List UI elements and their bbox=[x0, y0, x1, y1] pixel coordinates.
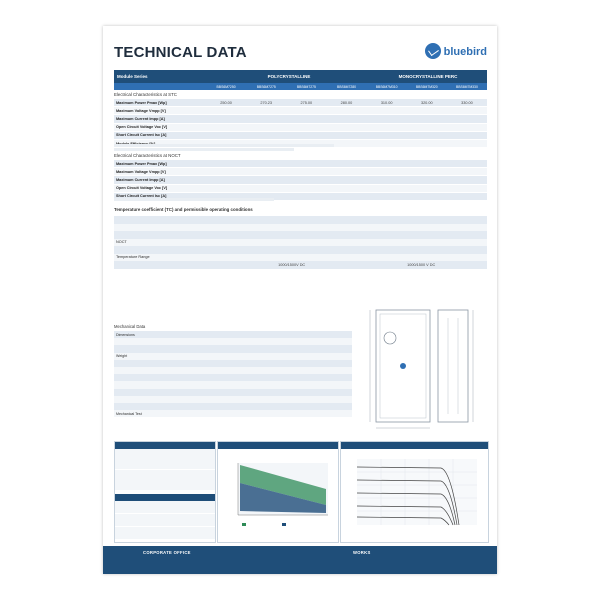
row-label: Maximum Current Impp [A] bbox=[114, 115, 206, 123]
row-value bbox=[228, 254, 355, 262]
approvals-panel bbox=[114, 441, 216, 543]
table-row bbox=[114, 224, 487, 232]
row-value bbox=[228, 224, 355, 232]
model-0: BBS6M7250 bbox=[216, 84, 236, 89]
row-label: Short Circuit Current Isc [A] bbox=[114, 131, 206, 139]
row-label: Maximum Voltage Vmpp [V] bbox=[114, 107, 206, 115]
row-value bbox=[170, 403, 352, 410]
row-value bbox=[170, 389, 352, 396]
table-row bbox=[114, 410, 352, 417]
row-value bbox=[326, 123, 366, 131]
table-row bbox=[114, 160, 487, 168]
stc-table bbox=[114, 99, 487, 148]
row-label: Weight bbox=[114, 353, 170, 360]
row-value bbox=[182, 514, 215, 527]
table-row bbox=[114, 115, 487, 123]
row-value bbox=[286, 168, 326, 176]
iv-title bbox=[341, 442, 488, 449]
row-label bbox=[114, 389, 170, 396]
row-value bbox=[170, 338, 352, 345]
corporate-office-block bbox=[143, 550, 191, 555]
row-value bbox=[447, 184, 487, 192]
footnote-line bbox=[114, 198, 274, 201]
table-row bbox=[114, 367, 352, 374]
row-value bbox=[246, 176, 286, 184]
row-label bbox=[114, 374, 170, 381]
row-label bbox=[114, 396, 170, 403]
mechanical-table bbox=[114, 331, 352, 417]
row-label bbox=[114, 338, 170, 345]
row-value bbox=[206, 123, 246, 131]
table-row bbox=[114, 176, 487, 184]
row-value bbox=[447, 107, 487, 115]
row-value bbox=[355, 231, 487, 239]
row-value bbox=[206, 131, 246, 139]
row-label bbox=[115, 501, 148, 514]
datasheet-page bbox=[103, 26, 497, 574]
table-row bbox=[114, 246, 487, 254]
row-label: NOCT bbox=[114, 239, 228, 247]
table-row bbox=[114, 216, 487, 224]
module-series-header bbox=[114, 70, 487, 83]
table-row bbox=[114, 168, 487, 176]
row-value bbox=[206, 176, 246, 184]
row-value bbox=[326, 160, 366, 168]
row-value bbox=[355, 224, 487, 232]
table-row bbox=[114, 338, 352, 345]
row-value bbox=[447, 139, 487, 147]
row-value bbox=[286, 184, 326, 192]
row-value bbox=[170, 353, 352, 360]
row-value bbox=[367, 115, 407, 123]
row-value: 1000/1500V DC bbox=[228, 261, 355, 269]
approval-cell bbox=[147, 470, 215, 491]
row-label: Maximum Power Pmax [Wp] bbox=[114, 160, 206, 168]
temperature-title: Temperature coefficient (TC) and permissible operating conditions bbox=[114, 207, 253, 212]
row-value bbox=[447, 131, 487, 139]
row-value: 320.00 bbox=[407, 99, 447, 107]
row-value: 275.00 bbox=[286, 99, 326, 107]
row-value bbox=[355, 254, 487, 262]
footnote-line bbox=[114, 148, 294, 151]
noct-footnote bbox=[114, 198, 414, 201]
chart-bg bbox=[357, 459, 477, 525]
junction-box-icon bbox=[384, 332, 396, 344]
row-value bbox=[367, 131, 407, 139]
row-value bbox=[407, 115, 447, 123]
row-label bbox=[115, 514, 148, 527]
row-value bbox=[447, 115, 487, 123]
row-label bbox=[114, 345, 170, 352]
table-row bbox=[114, 360, 352, 367]
module-series-label: Module Series bbox=[117, 74, 148, 79]
packaging-table bbox=[115, 501, 215, 540]
row-value bbox=[355, 216, 487, 224]
row-value bbox=[228, 216, 355, 224]
row-value bbox=[407, 123, 447, 131]
table-row bbox=[115, 527, 215, 540]
poly-group-label: POLYCRYSTALLINE bbox=[267, 74, 311, 79]
row-value bbox=[246, 131, 286, 139]
row-value bbox=[447, 123, 487, 131]
table-row bbox=[115, 501, 215, 514]
approval-cell bbox=[115, 470, 147, 491]
row-value bbox=[355, 239, 487, 247]
warranty-curve-panel bbox=[217, 441, 339, 543]
stc-section-label: Electrical Characteristics at STC bbox=[114, 92, 177, 97]
row-value bbox=[367, 107, 407, 115]
noct-table bbox=[114, 160, 487, 201]
table-row bbox=[114, 331, 352, 338]
table-row bbox=[114, 345, 352, 352]
brand-wordmark bbox=[444, 42, 487, 60]
row-label: Dimensions bbox=[114, 331, 170, 338]
row-value bbox=[170, 374, 352, 381]
row-label: Maximum Voltage Vmpp [V] bbox=[114, 168, 206, 176]
table-row bbox=[114, 389, 352, 396]
row-value: 250.00 bbox=[206, 99, 246, 107]
approvals-title bbox=[115, 442, 215, 449]
row-value bbox=[286, 107, 326, 115]
table-row bbox=[114, 239, 487, 247]
row-value bbox=[170, 331, 352, 338]
row-value bbox=[355, 246, 487, 254]
row-value bbox=[228, 231, 355, 239]
row-value bbox=[367, 123, 407, 131]
row-label bbox=[114, 216, 228, 224]
row-label bbox=[115, 527, 148, 540]
legend-swatch-standard bbox=[282, 523, 286, 526]
row-value bbox=[170, 367, 352, 374]
row-value bbox=[228, 246, 355, 254]
row-label bbox=[114, 381, 170, 388]
approval-cell bbox=[147, 449, 215, 470]
row-value bbox=[170, 360, 352, 367]
table-row bbox=[114, 254, 487, 262]
module-logo-icon bbox=[400, 363, 406, 369]
row-value bbox=[447, 176, 487, 184]
brand-logo bbox=[425, 42, 487, 60]
row-label: Open Circuit Voltage Voc [V] bbox=[114, 184, 206, 192]
row-label bbox=[114, 231, 228, 239]
row-value bbox=[206, 168, 246, 176]
row-value bbox=[246, 123, 286, 131]
module-rear-outline bbox=[438, 310, 468, 422]
model-5: BBS6M7M320 bbox=[415, 84, 438, 89]
row-value bbox=[170, 345, 352, 352]
row-value bbox=[407, 131, 447, 139]
row-value bbox=[246, 160, 286, 168]
noct-section-label: Electrical Characteristics at NOCT bbox=[114, 153, 181, 158]
row-value bbox=[246, 107, 286, 115]
model-row bbox=[114, 83, 487, 90]
row-value bbox=[407, 168, 447, 176]
approvals-table bbox=[115, 449, 215, 491]
row-label bbox=[114, 367, 170, 374]
row-label bbox=[114, 224, 228, 232]
row-value bbox=[286, 115, 326, 123]
table-row bbox=[115, 514, 215, 527]
packaging-title bbox=[115, 494, 215, 501]
table-row bbox=[114, 184, 487, 192]
row-value bbox=[407, 107, 447, 115]
row-value bbox=[407, 176, 447, 184]
row-value bbox=[228, 239, 355, 247]
office-title: CORPORATE OFFICE bbox=[143, 550, 191, 555]
row-value bbox=[170, 396, 352, 403]
row-value bbox=[326, 107, 366, 115]
row-value bbox=[286, 160, 326, 168]
page-title: TECHNICAL DATA bbox=[114, 44, 247, 61]
stc-footnote bbox=[114, 144, 414, 151]
row-value bbox=[246, 115, 286, 123]
row-value: 1000/1500 V DC bbox=[355, 261, 487, 269]
row-value bbox=[447, 160, 487, 168]
row-value bbox=[367, 184, 407, 192]
table-row bbox=[114, 261, 487, 269]
row-value bbox=[367, 160, 407, 168]
footer bbox=[103, 546, 497, 574]
row-value bbox=[148, 527, 181, 540]
row-value bbox=[170, 410, 352, 417]
mono-group-label: MONOCRYSTALLINE PERC bbox=[398, 74, 458, 79]
row-label bbox=[114, 360, 170, 367]
row-value bbox=[326, 131, 366, 139]
row-value bbox=[148, 501, 181, 514]
row-label: Short Circuit Current Isc [A] bbox=[114, 192, 206, 200]
row-value bbox=[148, 514, 181, 527]
table-row bbox=[114, 403, 352, 410]
row-value bbox=[407, 160, 447, 168]
row-label bbox=[114, 403, 170, 410]
iv-curve-chart bbox=[341, 449, 486, 539]
row-value bbox=[286, 131, 326, 139]
model-6: BBS6M7M330 bbox=[455, 84, 478, 89]
row-value bbox=[206, 107, 246, 115]
model-4: BBS6M7M310 bbox=[375, 84, 398, 89]
table-row bbox=[114, 123, 487, 131]
row-value bbox=[326, 184, 366, 192]
table-row bbox=[114, 131, 487, 139]
row-value bbox=[326, 115, 366, 123]
row-value bbox=[367, 176, 407, 184]
table-row bbox=[114, 374, 352, 381]
row-value bbox=[170, 381, 352, 388]
model-1: BBS6M7275 bbox=[256, 84, 276, 89]
table-row bbox=[114, 353, 352, 360]
row-value: 310.00 bbox=[367, 99, 407, 107]
row-value bbox=[447, 192, 487, 200]
row-value: 280.00 bbox=[326, 99, 366, 107]
model-2: BBS6M7275 bbox=[296, 84, 316, 89]
table-row bbox=[114, 99, 487, 107]
row-value bbox=[206, 184, 246, 192]
row-value bbox=[182, 527, 215, 540]
row-value: 270.23 bbox=[246, 99, 286, 107]
table-row bbox=[114, 396, 352, 403]
curve-title bbox=[218, 442, 338, 449]
warranty-curve-chart bbox=[218, 449, 336, 539]
footnote-line bbox=[114, 144, 334, 147]
module-dimension-drawing bbox=[356, 298, 488, 436]
row-value bbox=[286, 123, 326, 131]
iv-curve-panel bbox=[340, 441, 489, 543]
temperature-table bbox=[114, 216, 487, 269]
row-label: Temperature Range bbox=[114, 254, 228, 262]
row-value bbox=[326, 176, 366, 184]
table-row bbox=[114, 381, 352, 388]
row-value bbox=[367, 168, 407, 176]
table-row bbox=[114, 231, 487, 239]
row-label: Maximum Current Impp [A] bbox=[114, 176, 206, 184]
legend-swatch-linear bbox=[242, 523, 246, 526]
row-label: Open Circuit Voltage Voc [V] bbox=[114, 123, 206, 131]
works-title: WORKS bbox=[353, 550, 371, 555]
row-label: Mechanical Test bbox=[114, 410, 170, 417]
mechanical-title: Mechanical Data bbox=[114, 324, 146, 329]
row-label bbox=[114, 261, 228, 269]
approval-cell bbox=[115, 449, 147, 470]
row-label: Maximum Power Pmax [Wp] bbox=[114, 99, 206, 107]
model-3: BBS6M7280 bbox=[336, 84, 357, 89]
row-value bbox=[326, 168, 366, 176]
row-label bbox=[114, 246, 228, 254]
table-row bbox=[114, 107, 487, 115]
row-value bbox=[206, 160, 246, 168]
bird-logo-icon bbox=[425, 43, 441, 59]
row-value bbox=[182, 501, 215, 514]
row-value bbox=[246, 168, 286, 176]
brand-name: bluebird bbox=[443, 46, 487, 58]
row-value bbox=[447, 168, 487, 176]
works-block bbox=[353, 550, 371, 555]
row-value: 330.00 bbox=[447, 99, 487, 107]
row-value bbox=[246, 184, 286, 192]
row-value bbox=[407, 184, 447, 192]
row-value bbox=[286, 176, 326, 184]
row-value bbox=[206, 115, 246, 123]
